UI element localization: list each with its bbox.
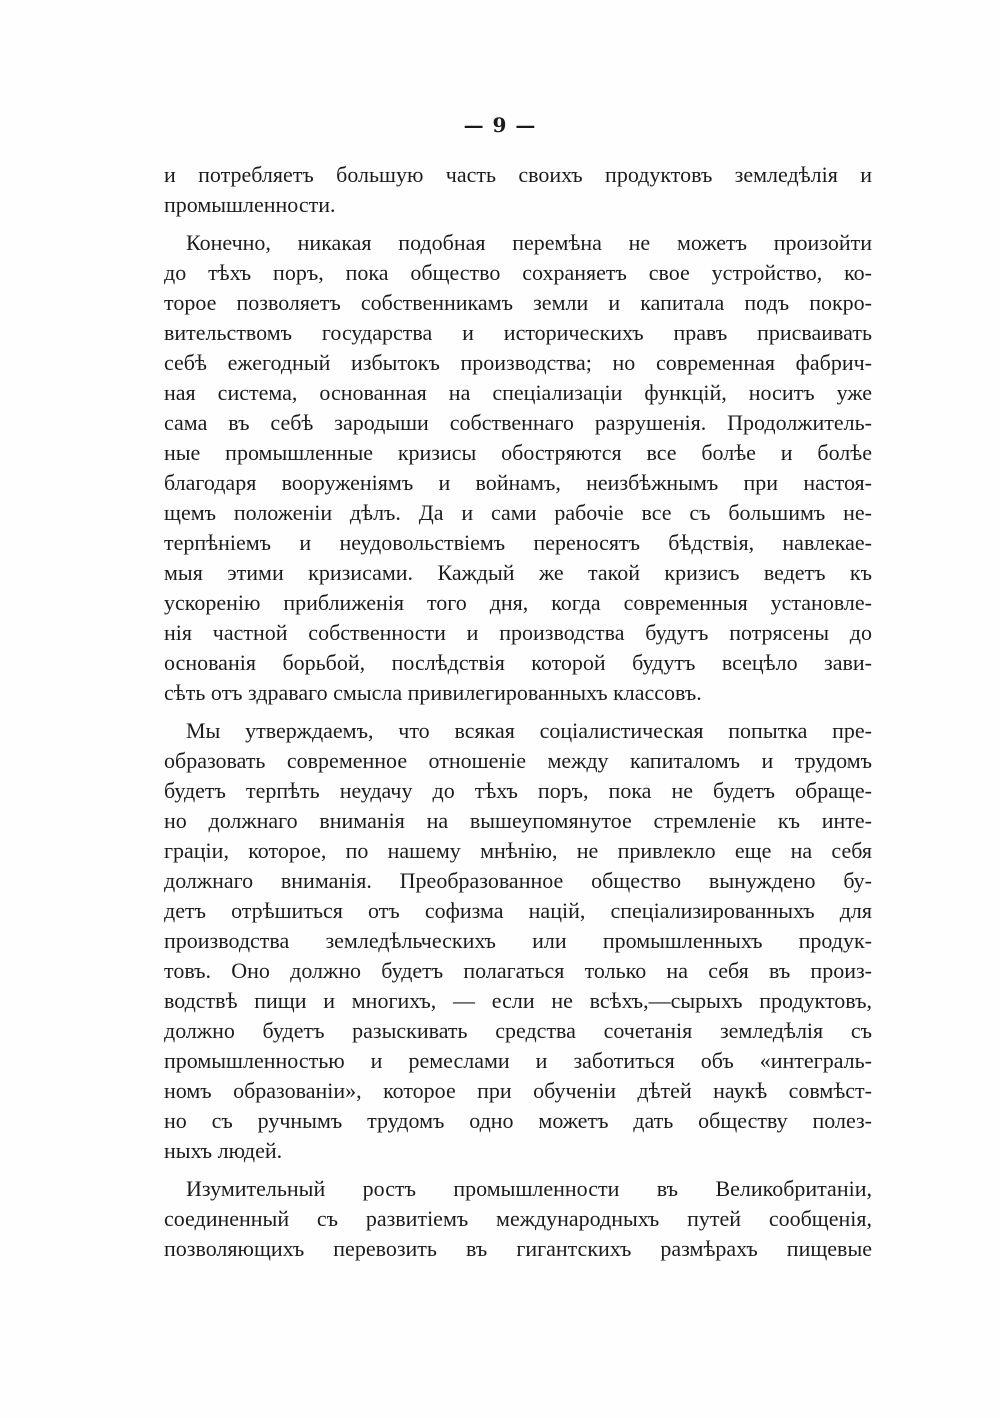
text-line: благодаря вооруженіямъ и войнамъ, неизбѣжнымъ при настоя- (164, 470, 872, 495)
paragraph-2 (164, 228, 872, 708)
text-line: товъ. Оно должно будетъ полагаться только на себя въ произ- (164, 958, 872, 983)
text-line: промышленностью и ремеслами и заботиться объ «интеграль- (164, 1048, 872, 1073)
text-line: соединенный съ развитіемъ международныхъ путей сообщенія, (164, 1206, 872, 1231)
text-line: номъ образованіи», которое при обученіи дѣтей наукѣ совмѣст- (164, 1078, 872, 1103)
text-line: ная система, основанная на спеціализаціи функцій, носитъ уже (164, 380, 872, 405)
text-line: основанія борьбой, послѣдствія которой будутъ всецѣло зави- (164, 650, 872, 675)
text-line: но должнаго вниманія на вышеупомянутое стремленіе къ инте- (164, 808, 872, 833)
paragraph-4 (164, 1174, 872, 1264)
text-line: Изумительный ростъ промышленности въ Великобританіи, (186, 1176, 872, 1201)
text-line: водствѣ пищи и многихъ, — если не всѣхъ,—сырыхъ продуктовъ, (164, 988, 872, 1013)
paragraph-3 (164, 716, 872, 1166)
text-line: вительствомъ государства и историческихъ правъ присваивать (164, 320, 872, 345)
text-line: торое позволяетъ собственникамъ земли и капитала подъ покро- (164, 290, 872, 315)
text-line: сѣть отъ здраваго смысла привилегированныхъ классовъ. (164, 680, 702, 705)
text-line: нія частной собственности и производства будутъ потрясены до (164, 620, 872, 645)
text-line: но съ ручнымъ трудомъ одно можетъ дать обществу полез- (164, 1108, 872, 1133)
text-line: должно будетъ разыскивать средства сочетанія земледѣлія съ (164, 1018, 872, 1043)
text-line: Мы утверждаемъ, что всякая соціалистическая попытка пре- (186, 718, 872, 743)
text-line: терпѣніемъ и неудовольствіемъ переносятъ бѣдствія, навлекае- (164, 530, 872, 555)
paragraph-1 (164, 160, 872, 220)
text-line: позволяющихъ перевозить въ гигантскихъ размѣрахъ пищевые (164, 1236, 872, 1261)
text-line: ные промышленные кризисы обостряются все болѣе и болѣе (164, 440, 872, 465)
text-line: сама въ себѣ зародыши собственнаго разрушенія. Продолжитель- (164, 410, 872, 435)
text-line: до тѣхъ поръ, пока общество сохраняетъ свое устройство, ко- (164, 260, 872, 285)
page-number: — 9 — (463, 113, 537, 137)
text-line: мыя этими кризисами. Каждый же такой кризисъ ведетъ къ (164, 560, 872, 585)
text-line: Конечно, никакая подобная перемѣна не можетъ произойти (186, 230, 872, 255)
text-line: образовать современное отношеніе между капиталомъ и трудомъ (164, 748, 872, 773)
text-line: себѣ ежегодный избытокъ производства; но современная фабрич- (164, 350, 872, 375)
text-line: ускоренію приближенія того дня, когда современныя установле- (164, 590, 872, 615)
text-line: детъ отрѣшиться отъ софизма націй, спеціализированныхъ для (164, 898, 872, 923)
body-text (164, 160, 872, 1272)
text-line: будетъ терпѣть неудачу до тѣхъ поръ, пока не будетъ обраще- (164, 778, 872, 803)
text-line: щемъ положеніи дѣлъ. Да и сами рабочіе все съ большимъ не- (164, 500, 872, 525)
text-line: должнаго вниманія. Преобразованное общество вынуждено бу- (164, 868, 872, 893)
text-line: ныхъ людей. (164, 1138, 283, 1163)
text-line: промышленности. (164, 192, 336, 217)
text-line: и потребляетъ большую часть своихъ продуктовъ земледѣлія и (164, 162, 872, 187)
text-line: производства земледѣльческихъ или промышленныхъ продук- (164, 928, 872, 953)
text-line: граціи, которое, по нашему мнѣнію, не привлекло еще на себя (164, 838, 872, 863)
